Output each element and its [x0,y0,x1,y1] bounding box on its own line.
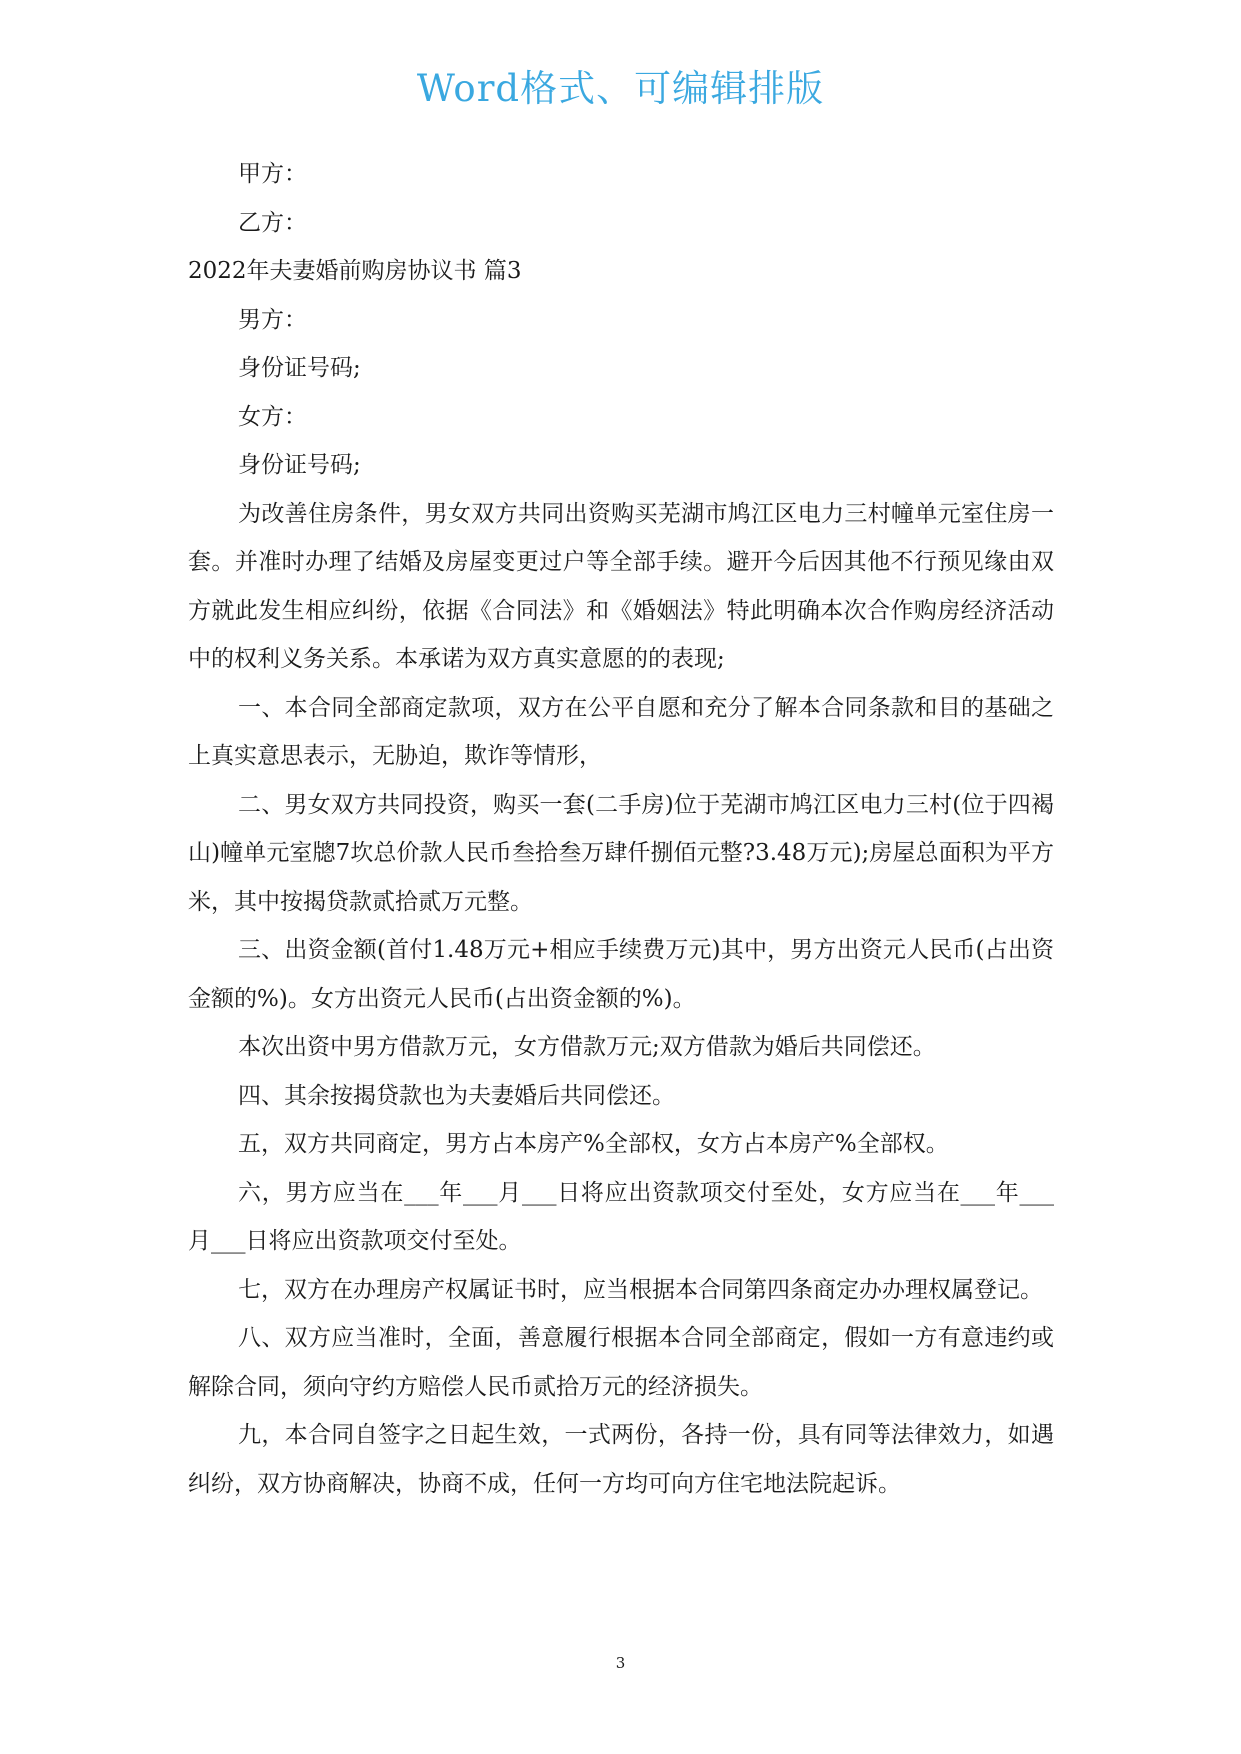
section-title: 2022年夫妻婚前购房协议书 篇3 [188,258,522,284]
female-party-line: 女方： [238,403,307,430]
male-party-line: 男方： [238,306,307,333]
header-title: Word格式、可编辑排版 [416,67,825,110]
party-b-line: 乙方： [238,209,307,236]
clause-3b-paragraph: 本次出资中男方借款万元，女方借款万元;双方借款为婚后共同偿还。 [238,1034,936,1060]
party-a-line: 甲方： [238,161,307,187]
clause-4-paragraph: 四、其余按揭贷款也为夫妻婚后共同偿还。 [238,1082,675,1109]
page-number: 3 [615,1654,626,1672]
clause-2-paragraph: 二、男女双方共同投资，购买一套(二手房)位于芜湖市鸠江区电力三村(位于四褐山)幢单元室牕7坎总价款人民币叁拾叁万肆仟捌佰元整?3.48万元);房屋总面积为平方米，其中按揭贷款贰拾贰万元整。 [188,791,1054,915]
clause-6-paragraph: 六，男方应当在___年___月___日将应出资款项交付至处，女方应当在___年___月___日将应出资款项交付至处。 [188,1179,1054,1254]
preamble-paragraph: 为改善住房条件，男女双方共同出资购买芜湖市鸠江区电力三村幢单元室住房一套。并准时办理了结婚及房屋变更过户等全部手续。避开今后因其他不行预见缘由双方就此发生相应纠纷，依据《合同法》和《婚姻法》特此明确本次合作购房经济活动中的权利义务关系。本承诺为双方真实意愿的的表现; [188,500,1054,672]
clause-5-paragraph: 五，双方共同商定，男方占本房产%全部权，女方占本房产%全部权。 [238,1131,949,1157]
document-body [188,150,1054,1508]
clause-7-paragraph: 七，双方在办理房产权属证书时，应当根据本合同第四条商定办办理权属登记。 [238,1276,1043,1303]
female-id-line: 身份证号码; [238,452,361,478]
clause-8-paragraph: 八、双方应当准时，全面，善意履行根据本合同全部商定，假如一方有意违约或解除合同，须向守约方赔偿人民币贰拾万元的经济损失。 [188,1325,1054,1400]
clause-3-paragraph: 三、出资金额(首付1.48万元+相应手续费万元)其中，男方出资元人民币(占出资金额的%)。女方出资元人民币(占出资金额的%)。 [188,937,1054,1012]
male-id-line: 身份证号码; [238,355,361,381]
clause-1-paragraph: 一、本合同全部商定款项，双方在公平自愿和充分了解本合同条款和目的基础之上真实意思表示，无胁迫，欺诈等情形， [188,694,1054,769]
clause-9-paragraph: 九，本合同自签字之日起生效，一式两份，各持一份，具有同等法律效力，如遇纠纷，双方协商解决，协商不成，任何一方均可向方住宅地法院起诉。 [188,1422,1054,1497]
